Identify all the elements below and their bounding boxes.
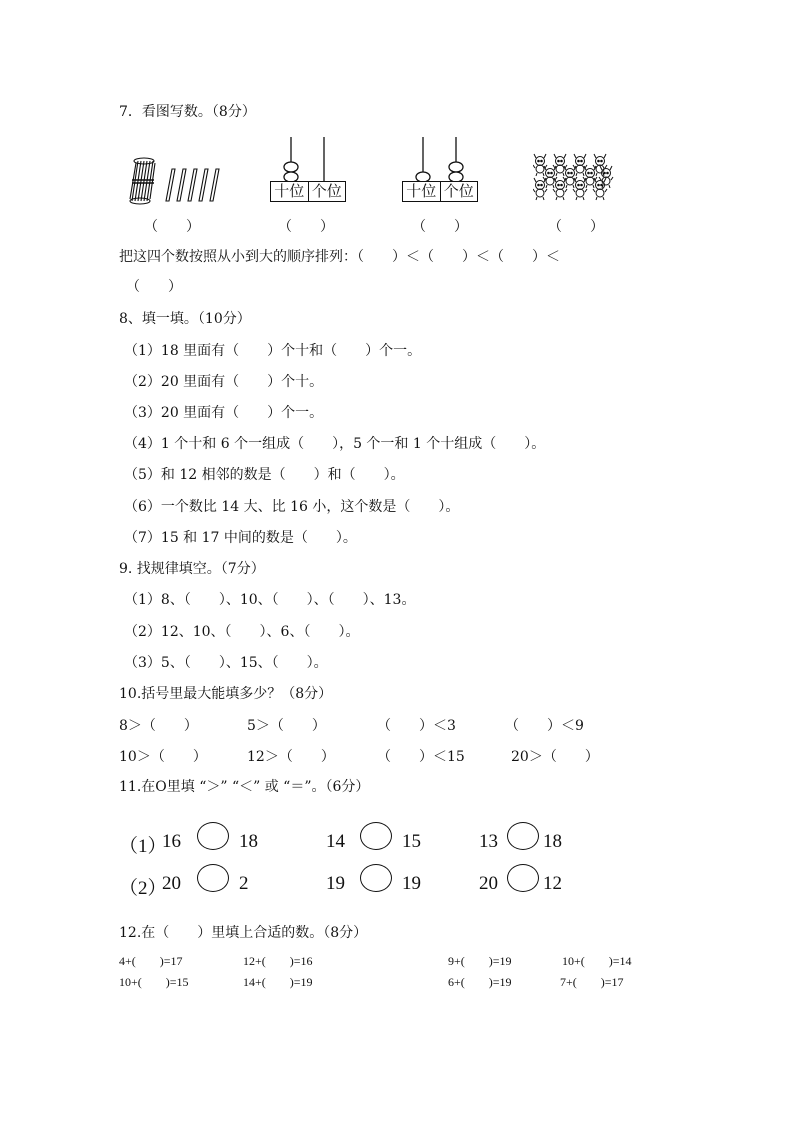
q7-order-line-cont[interactable]: （ ） bbox=[126, 279, 182, 295]
q12-expr: 12+( )=16 bbox=[243, 954, 313, 968]
q10-expr: 20＞（ ） bbox=[511, 749, 599, 765]
tens-place-label: 十位 bbox=[271, 182, 309, 201]
q9-item-1: （1）8、（ ）、10、（ ）、（ ）、13。 bbox=[124, 592, 416, 608]
answer-blank-sticks[interactable]: （ ） bbox=[144, 219, 200, 235]
q9-item-2: （2）12、10、（ ）、6、（ ）。 bbox=[124, 624, 360, 640]
q12-expr: 10+( )=14 bbox=[562, 954, 632, 968]
compare-circle[interactable] bbox=[360, 822, 392, 850]
q10-row-1 bbox=[119, 715, 679, 735]
q12-expr: 9+( )=19 bbox=[448, 954, 512, 968]
q8-item-1: （1）18 里面有（ ）个十和（ ）个一。 bbox=[124, 343, 422, 359]
answer-blank-abacus-left[interactable]: （ ） bbox=[278, 219, 334, 235]
q12-row-1 bbox=[119, 952, 679, 968]
bees-picture bbox=[533, 152, 615, 204]
compare-left-number: 13 bbox=[479, 831, 498, 852]
q10-expr: 12＞（ ） bbox=[247, 749, 335, 765]
q10-expr: （ ）＜3 bbox=[377, 718, 456, 734]
loose-sticks-icon bbox=[166, 169, 219, 201]
abacus-place-labels bbox=[270, 181, 346, 202]
compare-left-number: 14 bbox=[326, 831, 345, 852]
compare-right-number: 15 bbox=[402, 831, 421, 852]
q11-row2-label: （2） bbox=[119, 878, 167, 899]
q8-item-7: （7）15 和 17 中间的数是（ ）。 bbox=[124, 530, 357, 546]
compare-right-number: 18 bbox=[543, 831, 562, 852]
abacus-place-labels bbox=[402, 181, 478, 202]
compare-right-number: 2 bbox=[239, 873, 249, 894]
q8-item-2: （2）20 里面有（ ）个十。 bbox=[124, 374, 324, 390]
ones-place-label: 个位 bbox=[443, 182, 474, 200]
q12-expr: 10+( )=15 bbox=[119, 975, 189, 989]
q8-item-6: （6）一个数比 14 大、比 16 小，这个数是（ ）。 bbox=[124, 499, 460, 515]
q12-title: 12.在（ ）里填上合适的数。（8分） bbox=[119, 925, 368, 941]
q7-title: 7．看图写数。（8分） bbox=[119, 104, 256, 120]
q10-expr: 5＞（ ） bbox=[247, 718, 326, 734]
abacus-right bbox=[402, 137, 478, 207]
q11-row1-label: （1） bbox=[119, 836, 167, 857]
q9-item-3: （3）5、（ ）、15、（ ）。 bbox=[124, 655, 328, 671]
compare-circle[interactable] bbox=[197, 864, 229, 892]
compare-left-number: 16 bbox=[162, 831, 181, 852]
abacus-rods-icon bbox=[270, 137, 346, 182]
compare-left-number: 20 bbox=[162, 873, 181, 894]
q12-expr: 4+( )=17 bbox=[119, 954, 183, 968]
q12-expr: 14+( )=19 bbox=[243, 975, 313, 989]
compare-circle[interactable] bbox=[197, 822, 229, 850]
q10-row-2 bbox=[119, 746, 679, 766]
compare-circle[interactable] bbox=[507, 822, 539, 850]
q8-title: 8、填一填。（10分） bbox=[119, 311, 251, 327]
q8-item-4: （4）1 个十和 6 个一组成（ ），5 个一和 1 个十组成（ ）。 bbox=[124, 436, 546, 452]
q12-expr: 6+( )=19 bbox=[448, 975, 512, 989]
compare-right-number: 12 bbox=[543, 873, 562, 894]
q10-expr: 8＞（ ） bbox=[119, 718, 198, 734]
q10-expr: （ ）＜15 bbox=[377, 749, 465, 765]
compare-right-number: 19 bbox=[402, 873, 421, 894]
ones-place-label: 个位 bbox=[311, 182, 342, 200]
q10-expr: 10＞（ ） bbox=[119, 749, 207, 765]
compare-right-number: 18 bbox=[239, 831, 258, 852]
answer-blank-bees[interactable]: （ ） bbox=[548, 219, 604, 235]
bee-icon-group bbox=[533, 154, 613, 200]
q10-title: 10.括号里最大能填多少？（8分） bbox=[119, 686, 333, 702]
compare-circle[interactable] bbox=[507, 864, 539, 892]
q12-expr: 7+( )=17 bbox=[560, 975, 624, 989]
answer-blank-abacus-right[interactable]: （ ） bbox=[412, 219, 468, 235]
compare-left-number: 20 bbox=[479, 873, 498, 894]
q10-expr: （ ）＜9 bbox=[505, 718, 584, 734]
q7-order-line: 把这四个数按照从小到大的顺序排列：（ ）＜（ ）＜（ ）＜ bbox=[119, 249, 560, 265]
compare-circle[interactable] bbox=[360, 864, 392, 892]
q9-title: 9. 找规律填空。（7分） bbox=[119, 561, 265, 577]
tens-place-label: 十位 bbox=[403, 182, 441, 201]
compare-left-number: 19 bbox=[326, 873, 345, 894]
bundled-sticks-icon bbox=[130, 158, 155, 204]
q8-item-3: （3）20 里面有（ ）个一。 bbox=[124, 405, 324, 421]
abacus-left bbox=[270, 137, 346, 207]
q8-item-5: （5）和 12 相邻的数是（ ）和（ ）。 bbox=[124, 467, 405, 483]
abacus-rods-icon bbox=[402, 137, 478, 182]
q12-row-2 bbox=[119, 973, 679, 989]
sticks-picture bbox=[126, 155, 221, 205]
q11-title: 11.在O里填 “＞” “＜” 或 “＝”。（6分） bbox=[119, 779, 370, 795]
